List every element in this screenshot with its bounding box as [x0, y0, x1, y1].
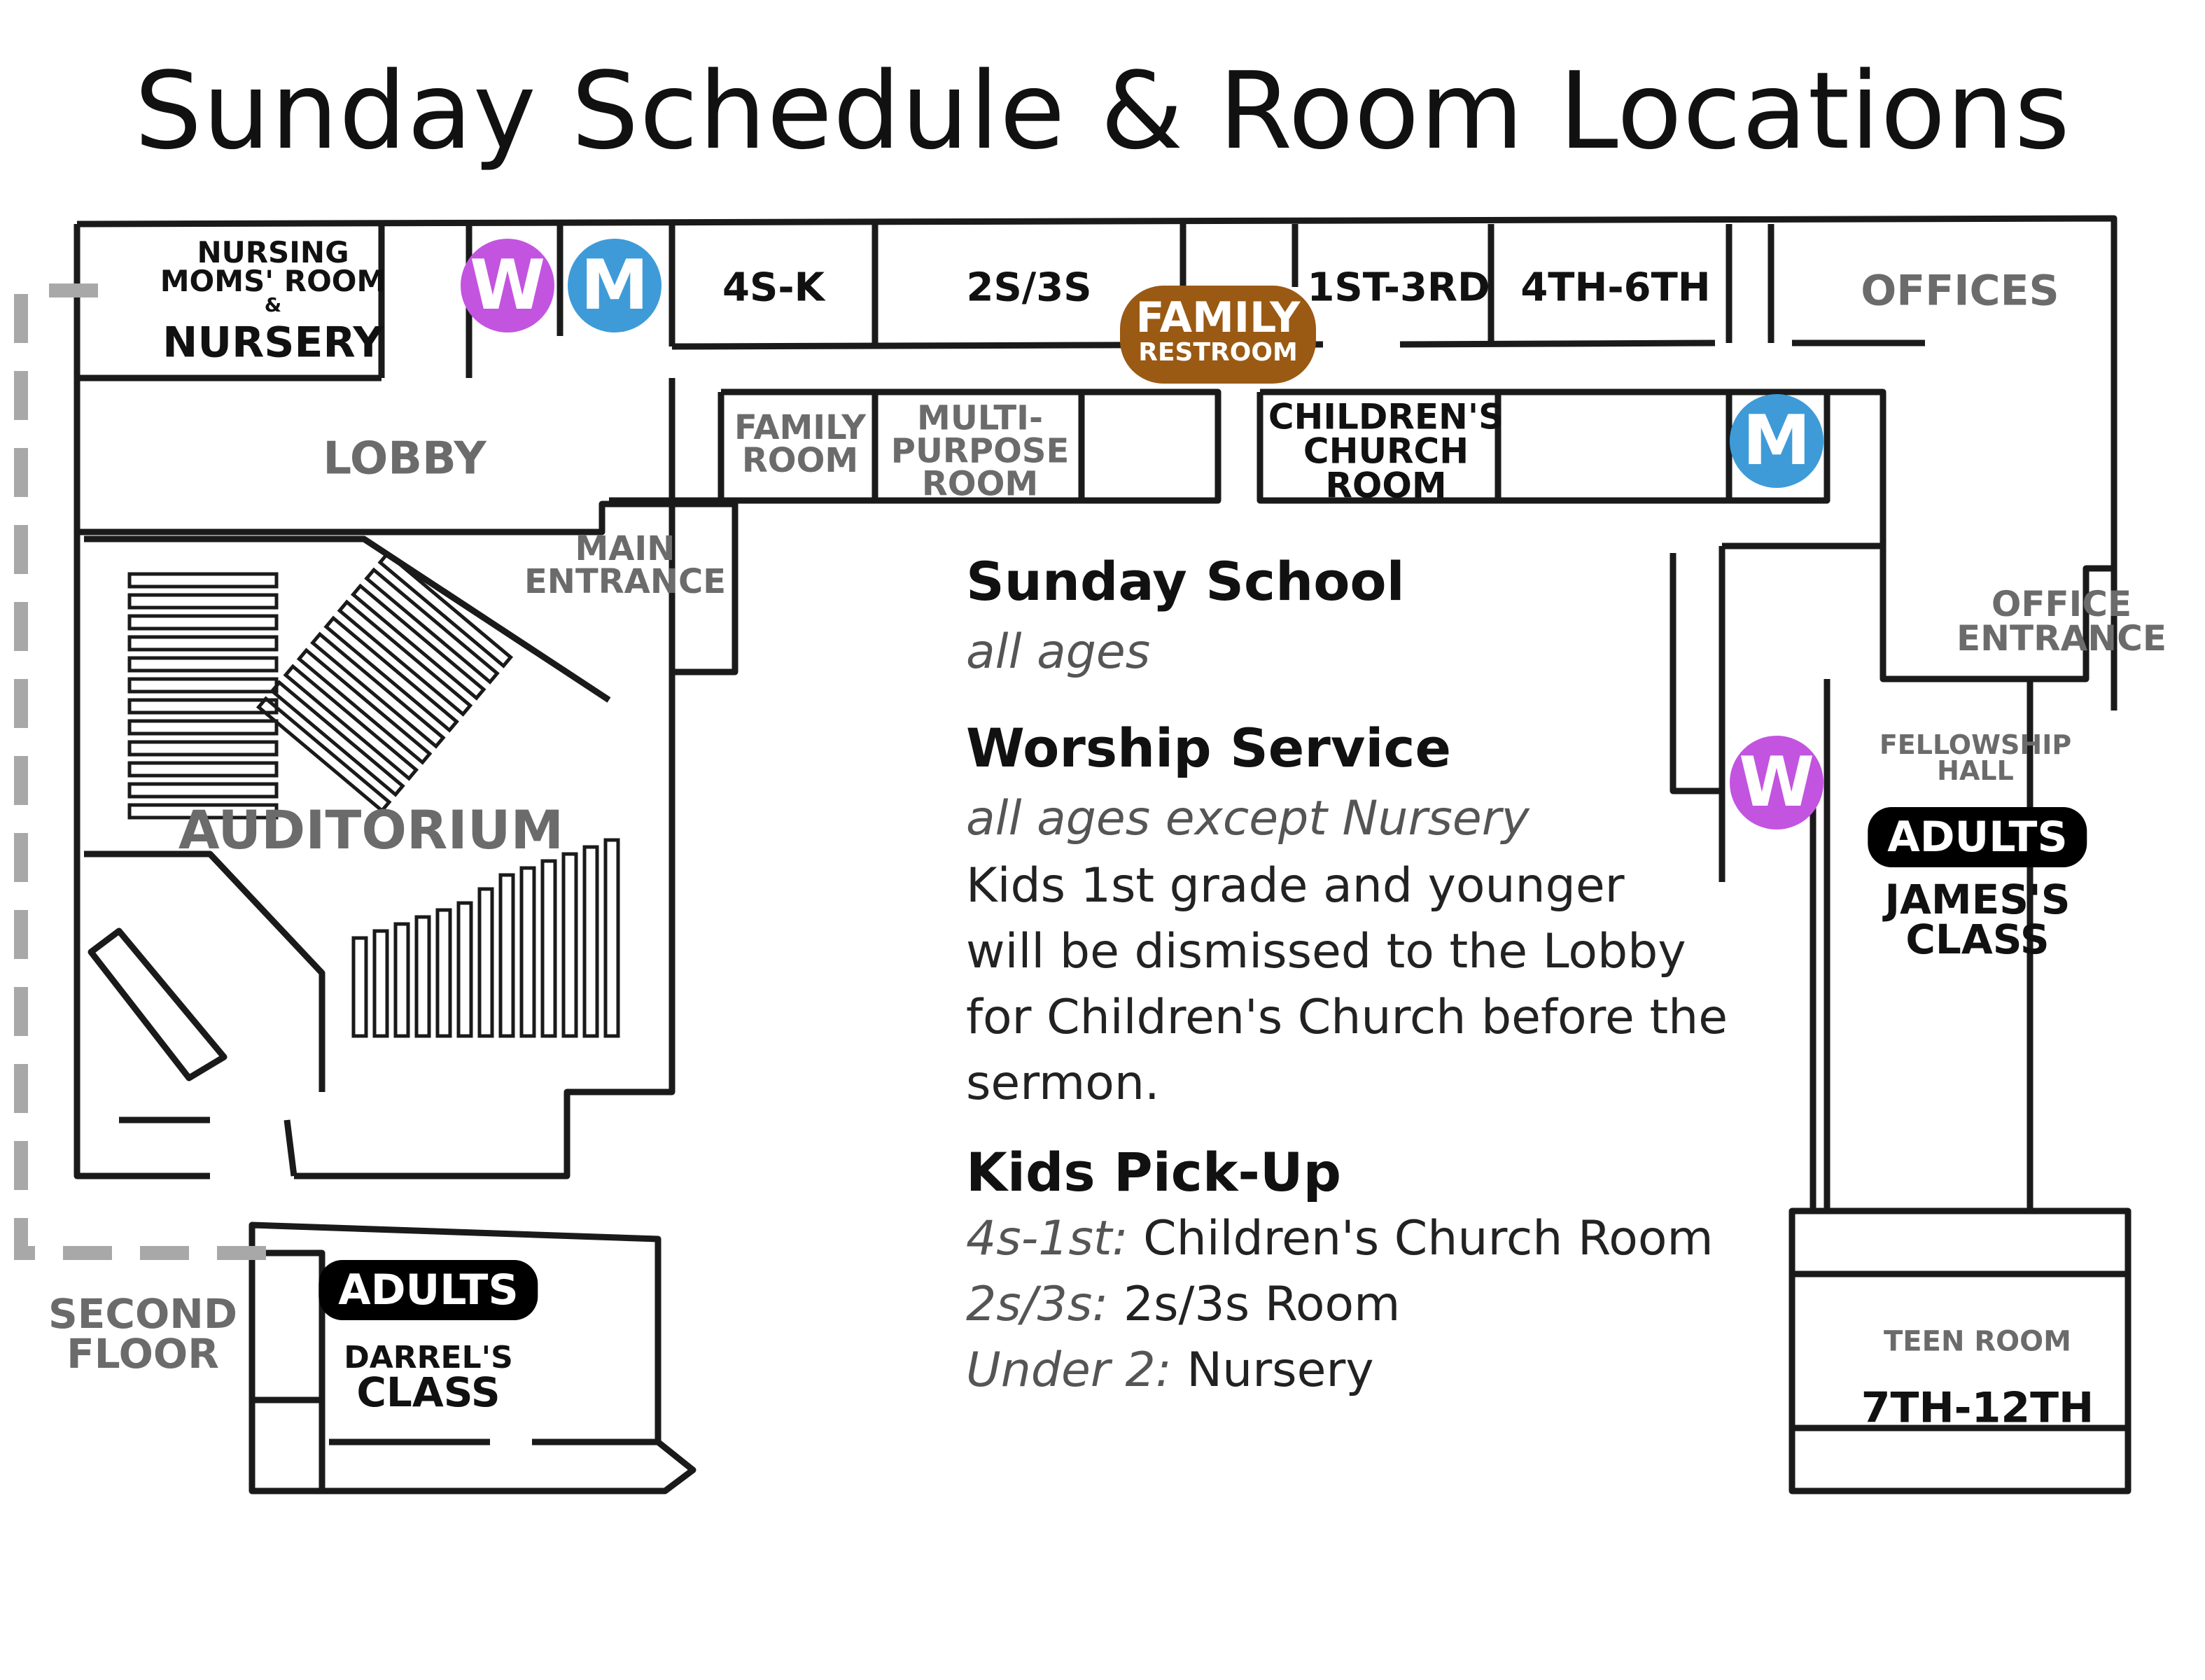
kids-pickup-title: Kids Pick-Up — [966, 1141, 1342, 1203]
office-entrance-line-1: OFFICE — [1991, 584, 2132, 624]
james-line-1: JAMES'S — [1884, 876, 2071, 924]
room-1st-3rd: 1ST-3RD — [1307, 265, 1490, 311]
nursery-label: NURSERY — [162, 318, 384, 368]
worship-service-sub: all ages except Nursery — [966, 791, 1530, 846]
nursing-line-2: MOMS' ROOM — [160, 264, 386, 299]
family-room-label — [734, 407, 866, 480]
multipurpose-room-label — [890, 398, 1070, 504]
room-4th-6th: 4TH-6TH — [1520, 265, 1711, 311]
second-floor-line-1: SECOND — [48, 1290, 237, 1338]
teen-grades-label: 7TH-12TH — [1861, 1383, 2094, 1433]
pickup-key-3: Under 2: — [966, 1343, 1172, 1398]
pickup-value-3: Nursery — [1186, 1343, 1374, 1398]
family-restroom-line-1: FAMILY — [1135, 293, 1301, 342]
multi-line-2: PURPOSE — [890, 431, 1070, 471]
office-entrance-label — [1956, 584, 2166, 659]
main-entrance-label — [524, 528, 726, 601]
fellowship-line-1: FELLOWSHIP — [1879, 729, 2072, 760]
second-floor-label — [48, 1290, 237, 1378]
mens-restroom-east-icon: M — [1730, 394, 1823, 488]
childrens-church-room-label — [1268, 396, 1504, 506]
sunday-school-sub: all ages — [966, 624, 1151, 680]
mens-restroom-icon: M — [568, 239, 662, 332]
pickup-key-2: 2s/3s: — [966, 1277, 1109, 1332]
worship-service-title: Worship Service — [966, 717, 1452, 779]
family-room-line-2: ROOM — [741, 441, 859, 480]
multi-line-1: MULTI- — [917, 398, 1043, 438]
room-2s-3s: 2S/3S — [966, 265, 1092, 311]
darrel-class-label — [344, 1340, 513, 1417]
worship-note-4: sermon. — [966, 1056, 1160, 1111]
womens-restroom-east-icon: W — [1730, 736, 1823, 830]
room-4s-k: 4S-K — [722, 265, 825, 311]
adults-badge-fellowship: ADULTS — [1868, 807, 2087, 867]
teen-room-label: TEEN ROOM — [1884, 1325, 2071, 1358]
worship-note-3: for Children's Church before the — [966, 990, 1728, 1045]
page-title: Sunday Schedule & Room Locations — [134, 49, 2071, 173]
childrens-line-1: CHILDREN'S — [1268, 396, 1504, 438]
nursing-amp: & — [264, 293, 282, 317]
childrens-line-3: ROOM — [1325, 465, 1447, 506]
nursing-room-label — [160, 235, 386, 317]
sunday-school-title: Sunday School — [966, 550, 1405, 612]
auditorium-label: AUDITORIUM — [178, 798, 564, 861]
fellowship-line-2: HALL — [1937, 755, 2014, 786]
james-line-2: CLASS — [1905, 916, 2050, 963]
lobby-label: LOBBY — [323, 433, 486, 485]
pickup-value-2: 2s/3s Room — [1123, 1277, 1401, 1332]
pickup-line-1 — [966, 1211, 1714, 1266]
nursing-line-1: NURSING — [197, 235, 349, 270]
adults-badge-second-floor: ADULTS — [318, 1260, 538, 1320]
pickup-value-1: Children's Church Room — [1143, 1211, 1714, 1266]
darrel-line-1: DARREL'S — [344, 1340, 513, 1376]
pickup-line-2 — [966, 1277, 1400, 1332]
main-entrance-line-1: MAIN — [575, 528, 676, 568]
pickup-line-3 — [966, 1343, 1374, 1398]
childrens-line-2: CHURCH — [1303, 430, 1469, 472]
darrel-line-2: CLASS — [356, 1368, 500, 1417]
family-room-line-1: FAMILY — [734, 407, 866, 447]
worship-note-1: Kids 1st grade and younger — [966, 858, 1625, 913]
main-entrance-line-2: ENTRANCE — [524, 562, 726, 601]
second-floor-line-2: FLOOR — [66, 1330, 219, 1378]
multi-line-3: ROOM — [921, 464, 1039, 504]
fellowship-hall-label — [1879, 729, 2072, 786]
james-class-label — [1884, 876, 2071, 963]
offices-label: OFFICES — [1861, 266, 2059, 316]
pickup-key-1: 4s-1st: — [966, 1211, 1128, 1266]
womens-restroom-icon: W — [461, 239, 554, 332]
office-entrance-line-2: ENTRANCE — [1956, 618, 2166, 659]
family-restroom-line-2: RESTROOM — [1138, 338, 1298, 367]
family-restroom-badge — [1120, 286, 1316, 384]
worship-note-2: will be dismissed to the Lobby — [966, 924, 1686, 979]
